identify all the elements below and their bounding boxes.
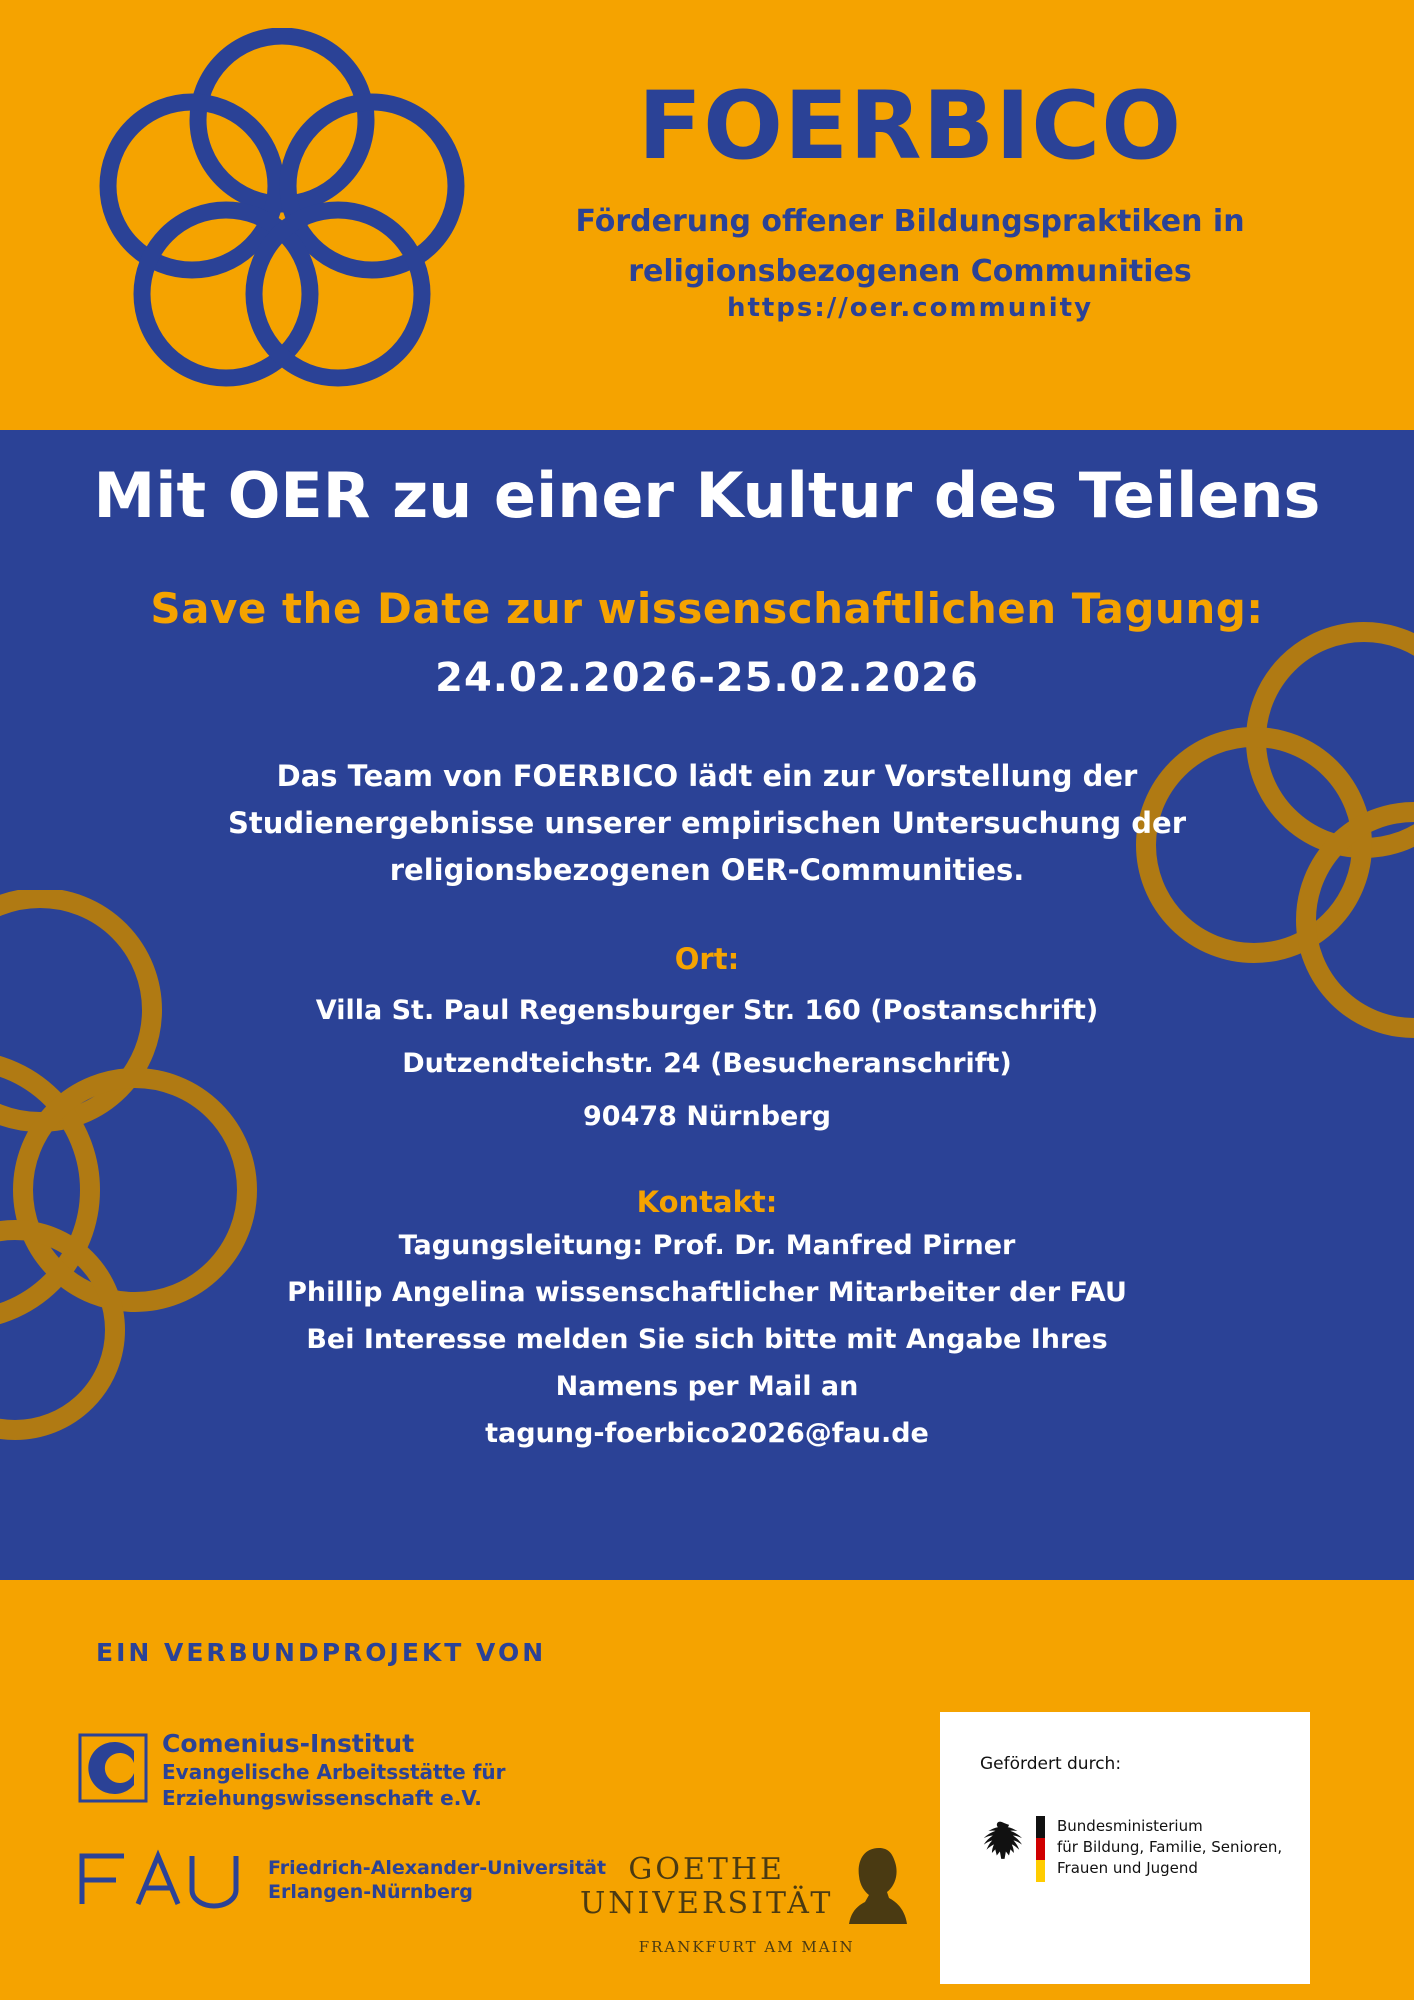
five-circle-flower-logo xyxy=(92,28,472,408)
partner-fau xyxy=(72,1848,606,1914)
poster-header xyxy=(0,0,1414,430)
poster-main xyxy=(0,430,1414,1580)
contact-email[interactable]: tagung-foerbico2026@fau.de xyxy=(485,1418,929,1450)
brand-subtitle-line1: Förderung offener Bildungspraktiken in xyxy=(575,204,1245,239)
bmbf-line-2: für Bildung, Familie, Senioren, xyxy=(1057,1838,1283,1856)
bundesadler-icon xyxy=(974,1816,1026,1872)
goethe-portrait-icon xyxy=(843,1842,913,1932)
location-line-2: Dutzendteichstr. 24 (Besucheranschrift) xyxy=(402,1048,1012,1080)
contact-line-4: Namens per Mail an xyxy=(555,1371,859,1403)
contact-line-2: Phillip Angelina wissenschaftlicher Mitarbeiter der FAU xyxy=(287,1277,1127,1309)
fau-text xyxy=(268,1857,606,1905)
comenius-line-1: Comenius-Institut xyxy=(162,1729,415,1758)
goethe-line-2: UNIVERSITÄT xyxy=(580,1886,834,1921)
partners-label: EIN VERBUNDPROJEKT VON xyxy=(96,1638,547,1667)
fau-line-1: Friedrich-Alexander-Universität xyxy=(268,1857,607,1880)
contact-line-1: Tagungsleitung: Prof. Dr. Manfred Pirner xyxy=(398,1230,1016,1262)
main-content xyxy=(0,430,1414,1454)
page-title: Mit OER zu einer Kultur des Teilens xyxy=(93,459,1321,532)
event-dates: 24.02.2026-25.02.2026 xyxy=(435,655,979,702)
poster-footer xyxy=(0,1580,1414,2000)
contact-line-3: Bei Interesse melden Sie sich bitte mit Angabe Ihres xyxy=(306,1324,1108,1356)
comenius-line-3: Erziehungswissenschaft e.V. xyxy=(162,1785,482,1810)
partner-goethe xyxy=(580,1842,913,1956)
goethe-line-1: GOETHE xyxy=(628,1852,785,1888)
location-block xyxy=(0,942,1414,1137)
location-line-1: Villa St. Paul Regensburger Str. 160 (Postanschrift) xyxy=(315,995,1099,1027)
intro-line-1: Das Team von FOERBICO lädt ein zur Vorstellung der xyxy=(276,759,1138,794)
intro-line-2: Studienergebnisse unserer empirischen Untersuchung der xyxy=(227,806,1186,841)
comenius-line-2: Evangelische Arbeitsstätte für xyxy=(162,1759,506,1784)
funding-bmbf-box xyxy=(940,1712,1310,1984)
intro-line-3: religionsbezogenen OER-Communities. xyxy=(389,853,1025,888)
fau-wordmark-icon xyxy=(72,1848,252,1914)
location-line-3: 90478 Nürnberg xyxy=(583,1101,831,1133)
contact-block xyxy=(0,1185,1414,1454)
save-the-date-label: Save the Date zur wissenschaftlichen Tagung: xyxy=(150,584,1264,634)
comenius-text xyxy=(162,1730,506,1811)
fau-line-2: Erlangen-Nürnberg xyxy=(268,1881,473,1903)
brand-block xyxy=(470,72,1350,323)
german-flag-icon xyxy=(1036,1816,1045,1882)
partner-comenius xyxy=(78,1730,506,1811)
goethe-line-3: FRANKFURT AM MAIN xyxy=(638,1938,855,1956)
intro-paragraph xyxy=(202,753,1212,894)
contact-label: Kontakt: xyxy=(636,1185,778,1220)
location-label: Ort: xyxy=(674,942,740,977)
brand-url[interactable]: https://oer.community xyxy=(726,292,1094,323)
funded-by-label: Gefördert durch: xyxy=(980,1754,1122,1774)
bmbf-line-3: Frauen und Jugend xyxy=(1057,1859,1198,1877)
brand-title: FOERBICO xyxy=(637,72,1183,181)
bmbf-text xyxy=(1057,1816,1282,1879)
brand-subtitle-line2: religionsbezogenen Communities xyxy=(628,253,1192,289)
bmbf-line-1: Bundesministerium xyxy=(1057,1817,1203,1835)
comenius-c-icon xyxy=(78,1733,148,1807)
